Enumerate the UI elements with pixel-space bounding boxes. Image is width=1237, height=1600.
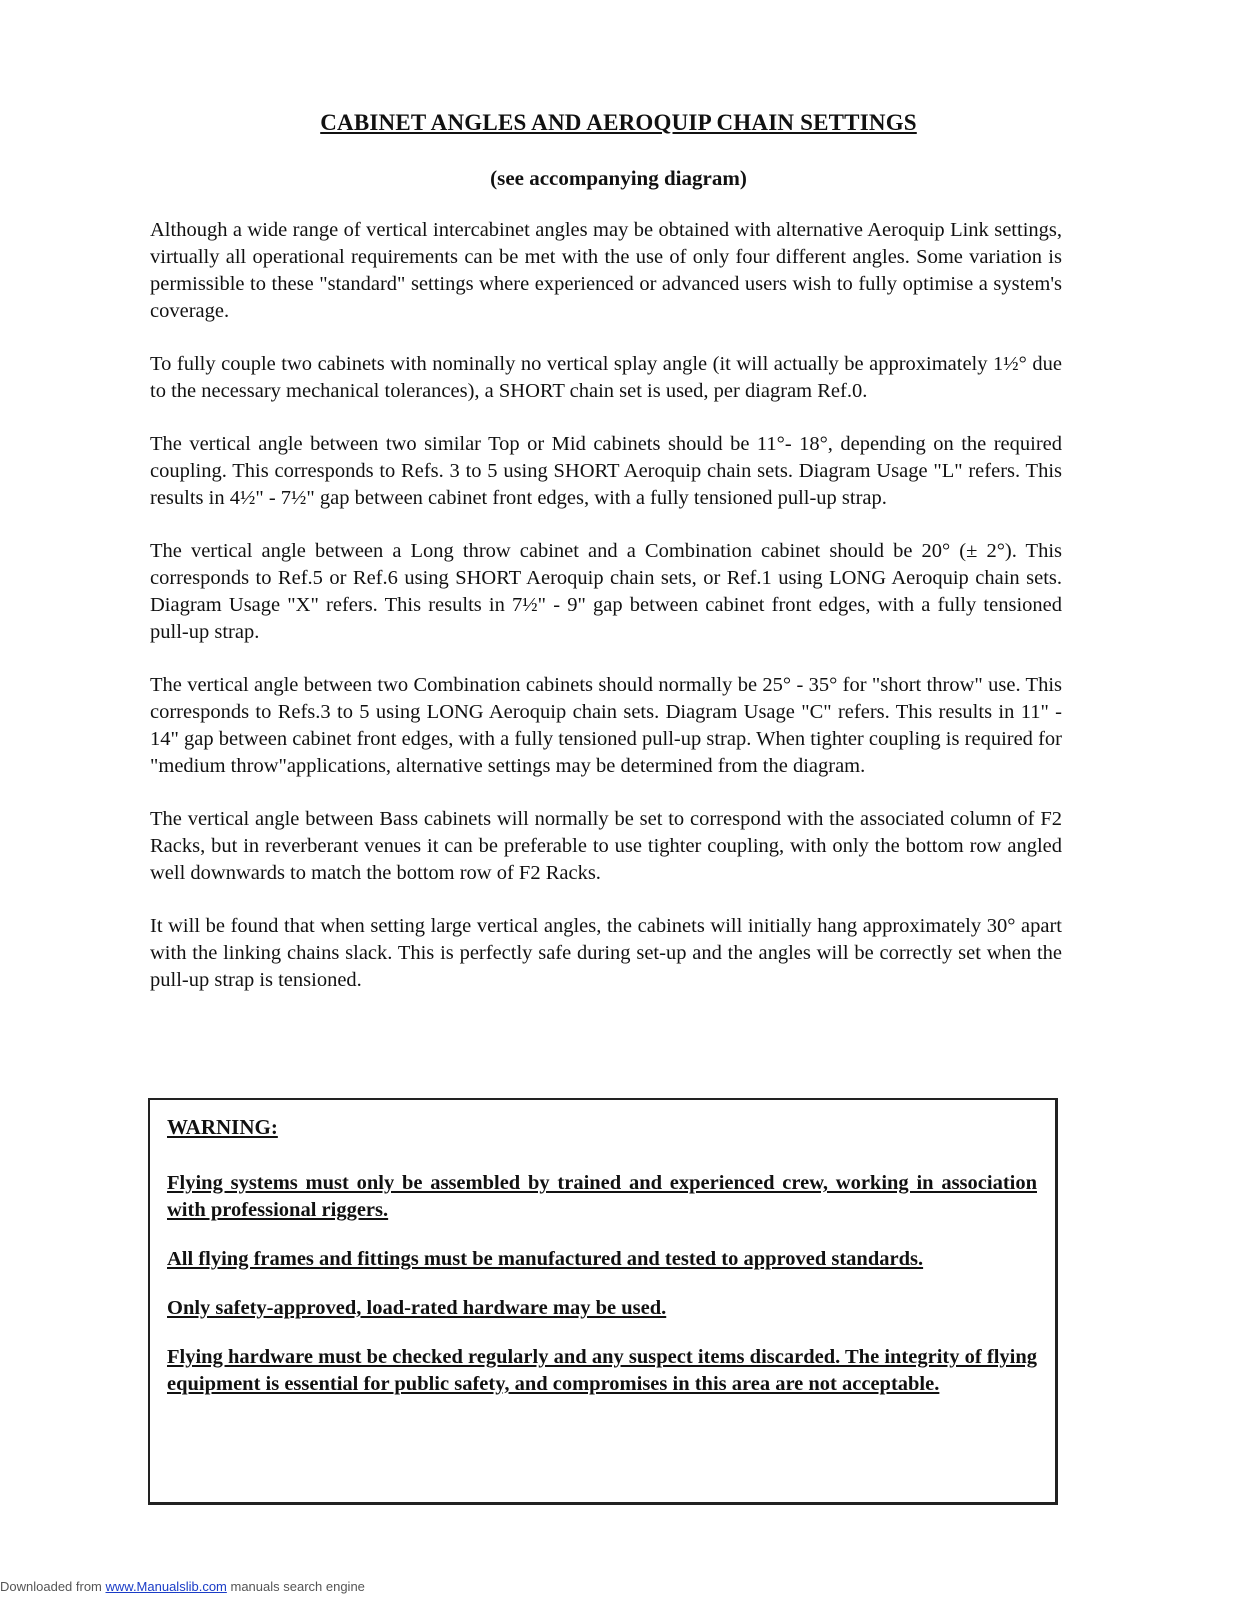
- warning-heading: WARNING:: [167, 1115, 278, 1139]
- download-footer: [0, 1579, 365, 1594]
- paragraph-combination-angle: The vertical angle between two Combination cabinets should normally be 25° - 35° for "short throw" use. This corresponds to Refs.3 to 5 using LONG Aeroquip chain sets. Diagram Usage "C" refers. This results in 11" - 14" gap between cabinet front edges, with a fully tensioned pull-up strap. When tighter coupling is required for "medium throw"applications, alternative settings may be determined from the diagram.: [150, 674, 1062, 777]
- warning-box: [148, 1098, 1058, 1505]
- body-text: [150, 217, 1062, 1020]
- paragraph-top-mid-angle: The vertical angle between two similar Top or Mid cabinets should be 11°- 18°, depending on the required coupling. This corresponds to Refs. 3 to 5 using SHORT Aeroquip chain sets. Diagram Usage "L" refers. This results in 4½" - 7½" gap between cabinet front edges, with a fully tensioned pull-up strap.: [150, 433, 1062, 509]
- paragraph-angle-overview: Although a wide range of vertical intercabinet angles may be obtained with alternative Aeroquip Link settings, virtually all operational requirements can be met with the use of only four different angles. Some variation is permissible to these "standard" settings where experienced or advanced users wish to fully optimise a system's coverage.: [150, 219, 1062, 322]
- footer-prefix: Downloaded from: [0, 1579, 106, 1594]
- paragraph-bass-cabinets: The vertical angle between Bass cabinets will normally be set to correspond with the associated column of F2 Racks, but in reverberant venues it can be preferable to use tighter coupling, with only the bottom row angled well downwards to match the bottom row of F2 Racks.: [150, 808, 1062, 884]
- warning-item-load-rated-hardware: Only safety-approved, load-rated hardware may be used.: [167, 1297, 667, 1319]
- warning-item-trained-crew: Flying systems must only be assembled by trained and experienced crew, working in association with professional riggers.: [167, 1172, 1037, 1221]
- page-title: CABINET ANGLES AND AEROQUIP CHAIN SETTINGS: [320, 110, 917, 135]
- manualslib-link[interactable]: www.Manualslib.com: [105, 1579, 227, 1594]
- warning-item-approved-standards: All flying frames and fittings must be manufactured and tested to approved standards.: [167, 1248, 924, 1270]
- paragraph-full-coupling: To fully couple two cabinets with nominally no vertical splay angle (it will actually be approximately 1½° due to the necessary mechanical tolerances), a SHORT chain set is used, per diagram Ref.0.: [150, 353, 1062, 402]
- page-subtitle: (see accompanying diagram): [490, 166, 747, 190]
- footer-suffix: manuals search engine: [226, 1579, 365, 1594]
- warning-item-check-hardware: Flying hardware must be checked regularly and any suspect items discarded. The integrity of flying equipment is essential for public safety, and compromises in this area are not acceptable.: [167, 1346, 1037, 1395]
- paragraph-large-angles: It will be found that when setting large vertical angles, the cabinets will initially hang approximately 30° apart with the linking chains slack. This is perfectly safe during set-up and the angles will be correctly set when the pull-up strap is tensioned.: [150, 915, 1062, 991]
- paragraph-long-throw-combination: The vertical angle between a Long throw cabinet and a Combination cabinet should be 20° (± 2°). This corresponds to Ref.5 or Ref.6 using SHORT Aeroquip chain sets, or Ref.1 using LONG Aeroquip chain sets. Diagram Usage "X" refers. This results in 7½" - 9" gap between cabinet front edges, with a fully tensioned pull-up strap.: [150, 540, 1062, 643]
